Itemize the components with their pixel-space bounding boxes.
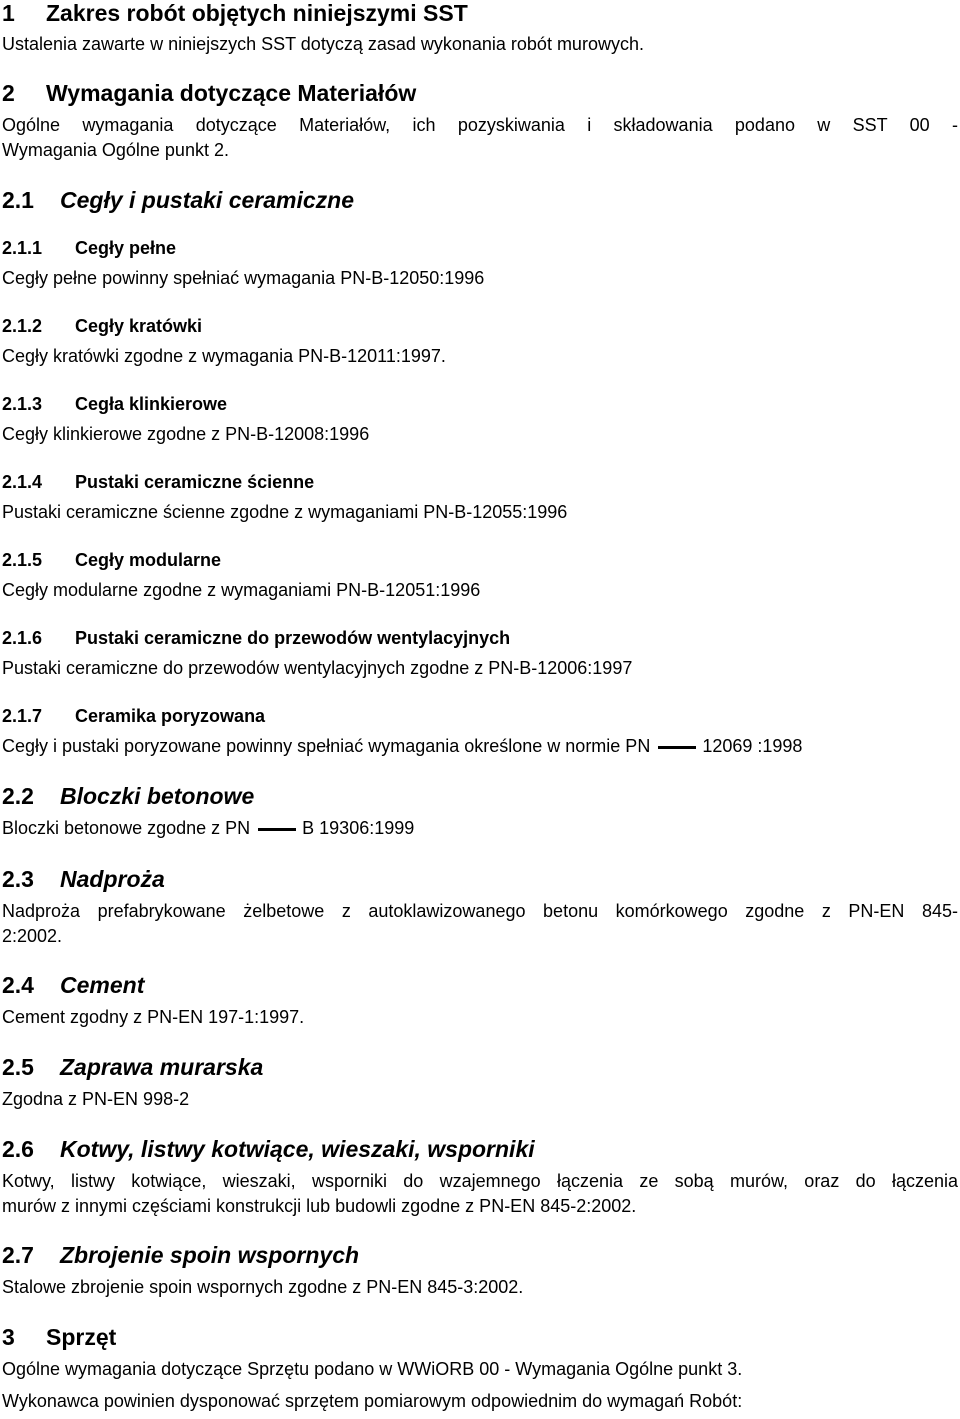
section-number: 2.1.5 <box>2 550 43 570</box>
text-part: Cegły i pustaki poryzowane powinny spełniać wymagania określone w normie PN <box>2 736 651 756</box>
section-number: 2.6 <box>2 1136 34 1162</box>
section-2-1-4-text: Pustaki ceramiczne ścienne zgodne z wymaganiami PN-B-12055:1996 <box>2 502 568 522</box>
section-title: Cegły pełne <box>75 238 177 258</box>
section-title: Zbrojenie spoin wspornych <box>60 1242 360 1268</box>
section-number: 3 <box>2 1324 15 1350</box>
section-2-3-text-line-2: 2:2002. <box>2 926 63 946</box>
section-3-text-line-2: Wykonawca powinien dysponować sprzętem pomiarowym odpowiednim do wymagań Robót: <box>2 1391 743 1411</box>
section-1-heading <box>2 0 468 27</box>
section-title: Nadproża <box>60 866 165 892</box>
section-number: 2 <box>2 80 15 106</box>
text-part: 12069 :1998 <box>702 736 803 756</box>
section-title: Pustaki ceramiczne do przewodów wentylacyjnych <box>75 628 511 648</box>
section-2-5-heading <box>2 1054 263 1081</box>
section-2-1-5-text: Cegły modularne zgodne z wymaganiami PN-B-12051:1996 <box>2 580 481 600</box>
section-number: 2.1.1 <box>2 238 43 258</box>
section-2-5-text: Zgodna z PN-EN 998-2 <box>2 1089 190 1109</box>
section-2-3-text-line-1: Nadproża prefabrykowane żelbetowe z autoklawizowanego betonu komórkowego zgodne z PN-EN 845- <box>2 901 958 921</box>
section-number: 2.1.4 <box>2 472 43 492</box>
section-1-text: Ustalenia zawarte w niniejszych SST dotyczą zasad wykonania robót murowych. <box>2 34 644 54</box>
section-title: Kotwy, listwy kotwiące, wieszaki, wsporniki <box>60 1136 535 1162</box>
section-number: 2.1.2 <box>2 316 43 336</box>
section-2-2-text <box>2 818 414 839</box>
section-number: 2.2 <box>2 783 34 809</box>
section-2-1-heading <box>2 187 354 214</box>
text-part: B 19306:1999 <box>302 818 415 838</box>
section-number: 2.7 <box>2 1242 34 1268</box>
section-title: Pustaki ceramiczne ścienne <box>75 472 315 492</box>
section-2-text-line-1: Ogólne wymagania dotyczące Materiałów, ich pozyskiwania i składowania podano w SST 00 - <box>2 115 958 135</box>
section-2-4-heading <box>2 972 144 999</box>
section-title: Zakres robót objętych niniejszymi SST <box>46 0 468 26</box>
section-2-6-text-line-1: Kotwy, listwy kotwiące, wieszaki, wsporniki do wzajemnego łączenia ze sobą murów, oraz do łączenia <box>2 1171 958 1191</box>
section-number: 2.1 <box>2 187 34 213</box>
section-2-4-text: Cement zgodny z PN-EN 197-1:1997. <box>2 1007 305 1027</box>
section-title: Cegła klinkierowe <box>75 394 228 414</box>
dash-symbol <box>258 828 296 831</box>
section-2-1-2-text: Cegły kratówki zgodne z wymagania PN-B-12011:1997. <box>2 346 446 366</box>
section-2-text-line-2: Wymagania Ogólne punkt 2. <box>2 140 229 160</box>
section-2-1-2-heading <box>2 316 202 337</box>
section-2-6-text-line-2: murów z innymi częściami konstrukcji lub budowli zgodne z PN-EN 845-2:2002. <box>2 1196 637 1216</box>
section-3-text-line-1: Ogólne wymagania dotyczące Sprzętu podano w WWiORB 00 - Wymagania Ogólne punkt 3. <box>2 1359 743 1379</box>
section-2-1-5-heading <box>2 550 221 571</box>
section-number: 2.5 <box>2 1054 34 1080</box>
section-number: 1 <box>2 0 15 26</box>
section-2-7-text: Stalowe zbrojenie spoin wspornych zgodne z PN-EN 845-3:2002. <box>2 1277 524 1297</box>
section-2-1-3-heading <box>2 394 227 415</box>
section-2-1-6-text: Pustaki ceramiczne do przewodów wentylacyjnych zgodne z PN-B-12006:1997 <box>2 658 633 678</box>
section-title: Ceramika poryzowana <box>75 706 266 726</box>
section-title: Sprzęt <box>46 1324 117 1350</box>
section-2-1-6-heading <box>2 628 510 649</box>
section-number: 2.1.6 <box>2 628 43 648</box>
section-2-2-heading <box>2 783 254 810</box>
section-title: Cegły modularne <box>75 550 222 570</box>
section-number: 2.3 <box>2 866 34 892</box>
section-2-1-4-heading <box>2 472 314 493</box>
section-title: Cement <box>60 972 145 998</box>
section-2-1-7-heading <box>2 706 265 727</box>
section-2-1-1-heading <box>2 238 176 259</box>
text-part: Bloczki betonowe zgodne z PN <box>2 818 251 838</box>
section-title: Bloczki betonowe <box>60 783 255 809</box>
section-number: 2.1.3 <box>2 394 43 414</box>
section-title: Zaprawa murarska <box>60 1054 264 1080</box>
section-2-7-heading <box>2 1242 359 1269</box>
section-2-6-heading <box>2 1136 535 1163</box>
section-2-1-1-text: Cegły pełne powinny spełniać wymagania PN-B-12050:1996 <box>2 268 485 288</box>
section-2-3-heading <box>2 866 165 893</box>
section-2-1-7-text <box>2 736 802 757</box>
section-title: Wymagania dotyczące Materiałów <box>46 80 417 106</box>
section-title: Cegły kratówki <box>75 316 203 336</box>
section-number: 2.1.7 <box>2 706 43 726</box>
dash-symbol <box>658 746 696 749</box>
section-number: 2.4 <box>2 972 34 998</box>
section-2-1-3-text: Cegły klinkierowe zgodne z PN-B-12008:1996 <box>2 424 370 444</box>
section-2-heading <box>2 80 416 107</box>
section-3-heading <box>2 1324 116 1351</box>
section-title: Cegły i pustaki ceramiczne <box>60 187 355 213</box>
